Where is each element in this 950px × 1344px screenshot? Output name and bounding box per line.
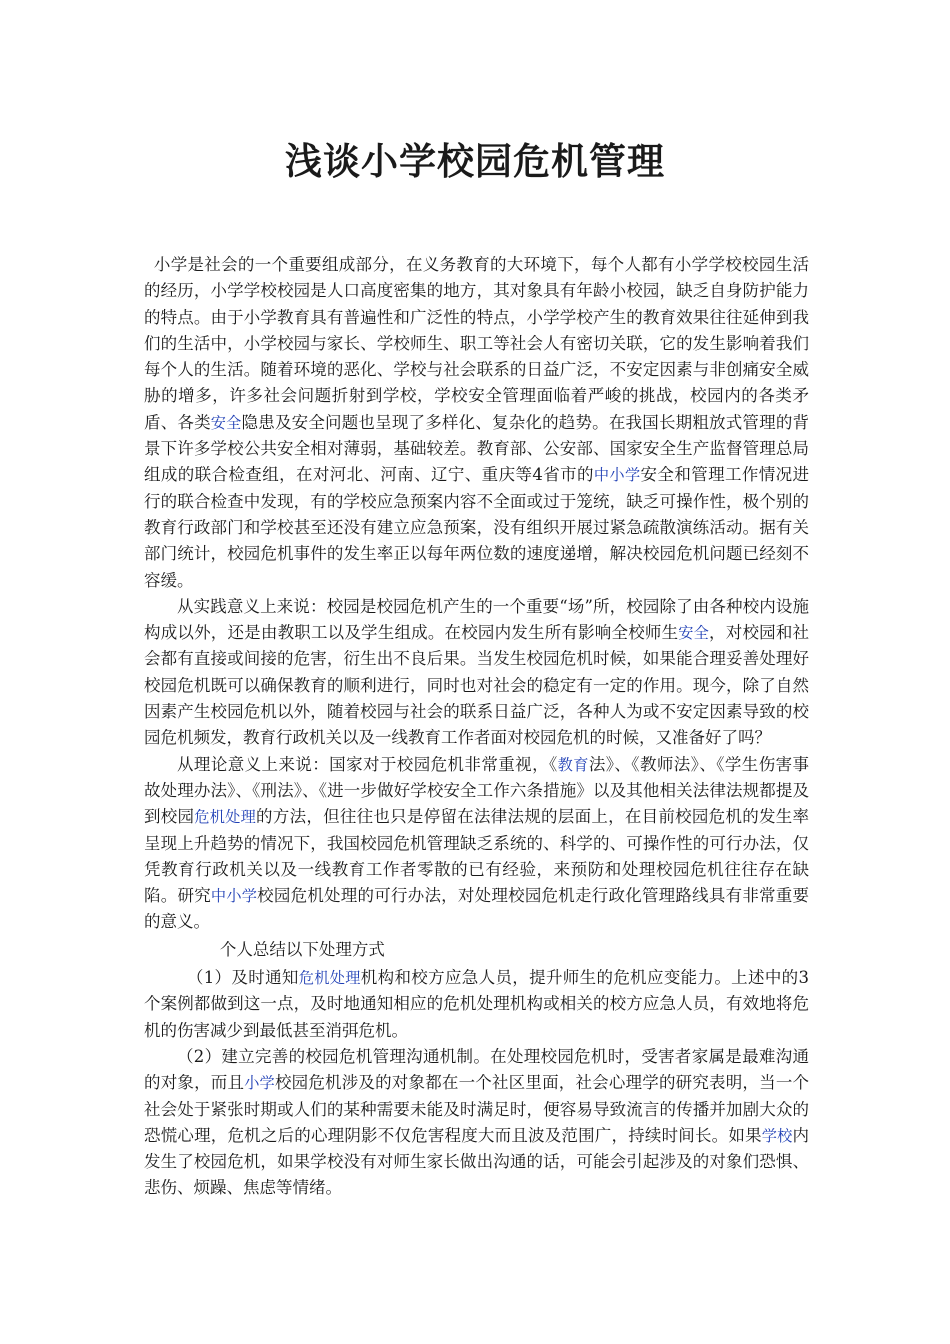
body-paragraph [144,594,809,752]
paragraph-text: 个人总结以下处理方式 [219,939,385,959]
paragraph-text: ，对校园和社会都有直接或间接的危害，衍生出不良后果。当发生校园危机时候，如果能合理妥善处理好校园危机既可以确保教育的顺利进行，同时也对社会的稳定有一定的作用。现今，除了自然因素产生校园危机以外，随着校园与社会的联系日益广泛，各种人为或不安定因素导致的校园危机频发，教育行政机关以及一线教育工作者面对校园危机的时候，又准备好了吗？ [144,623,810,748]
keyword-link[interactable]: 教育 [557,755,589,774]
paragraph-text: （1）及时通知 [186,968,299,988]
keyword-link[interactable]: 安全 [210,413,242,432]
paragraph-text: 隐患及安全问题也呈现了多样化、复杂化的趋势。在我国长期粗放式管理的背景下许多学校公共安全相对薄弱，基础较差。教育部、公安部、国家安全生产监督管理总局组成的联合检查组，在对河北、河南、辽宁、重庆等4省市的 [144,412,810,485]
body-paragraph [144,965,809,1044]
section-heading [144,937,809,963]
paragraph-text: 从实践意义上来说：校园是校园危机产生的一个重要“场”所，校园除了由各种校内设施构成以外，还是由教职工以及学生组成。在校园内发生所有影响全校师生 [144,596,809,643]
keyword-link[interactable]: 学校 [761,1126,793,1145]
keyword-link[interactable]: 中小学 [593,466,641,485]
body-paragraph [144,752,809,936]
keyword-link[interactable]: 危机处理 [194,808,257,827]
body-paragraph [144,252,809,594]
paragraph-text: 机构和校方应急人员，提升师生的危机应变能力。上述中的3个案例都做到这一点，及时地通知相应的危机处理机构或相关的校方应急人员，有效地将危机的伤害减少到最低甚至消弭危机。 [144,968,810,1040]
paragraph-text: 校园危机处理的可行办法，对处理校园危机走行政化管理路线具有非常重要的意义。 [144,886,810,932]
paragraph-text: 安全和管理工作情况进行的联合检查中发现，有的学校应急预案内容不全面或过于笼统，缺乏可操作性，极个别的教育行政部门和学校甚至还没有建立应急预案，没有组织开展过紧急疏散演练活动。据有关部门统计，校园危机事件的发生率正以每年两位数的速度递增，解决校园危机问题已经刻不容缓。 [144,465,810,590]
paragraph-text: 小学是社会的一个重要组成部分，在义务教育的大环境下，每个人都有小学学校校园生活的经历，小学学校校园是人口高度密集的地方，其对象具有年龄小校园，缺乏自身防护能力的特点。由于小学教育具有普遍性和广泛性的特点，小学学校产生的教育效果往往延伸到我们的生活中，小学校园与家长、学校师生、职工等社会人有密切关联，它的发生影响着我们每个人的生活。随着环境的恶化、学校与社会联系的日益广泛，不安定因素与非创痛安全威胁的增多，许多社会问题折射到学校，学校安全管理面临着严峻的挑战，校园内的各类矛盾、各类 [144,255,809,432]
keyword-link[interactable]: 危机处理 [298,969,361,988]
body-paragraph [144,1044,809,1202]
document-title: 浅谈小学校园危机管理 [285,139,665,183]
paragraph-text: 的方法，但往往也只是停留在法律法规的层面上，在目前校园危机的发生率呈现上升趋势的情况下，我国校园危机管理缺乏系统的、科学的、可操作性的可行办法，仅凭教育行政机关以及一线教育工作者零散的已有经验，来预防和处理校园危机往往存在缺陷。研究 [144,807,810,906]
paragraph-text: 法》、《教师法》、《学生伤害事故处理办法》、《刑法》、《进一步做好学校安全工作六条措施》以及其他相关法律法规都提及到校园 [144,754,810,827]
paragraph-text: 内发生了校园危机，如果学校没有对师生家长做出沟通的话，可能会引起涉及的对象们恐惧、悲伤、烦躁、焦虑等情绪。 [144,1125,810,1198]
keyword-link[interactable]: 小学 [244,1074,275,1093]
paragraph-text: 从理论意义上来说：国家对于校园危机非常重视，《 [177,754,558,774]
document-body [144,252,809,1202]
paragraph-text: 校园危机涉及的对象都在一个社区里面，社会心理学的研究表明，当一个社会处于紧张时期或人们的某种需要未能及时满足时，便容易导致流言的传播并加剧大众的恐慌心理，危机之后的心理阴影不仅危害程度大而且波及范围广，持续时间长。如果 [144,1073,810,1145]
keyword-link[interactable]: 中小学 [210,887,258,906]
keyword-link[interactable]: 安全 [678,624,710,643]
paragraph-text: （2）建立完善的校园危机管理沟通机制。在处理校园危机时，受害者家属是最难沟通的对象，而且 [144,1046,809,1093]
